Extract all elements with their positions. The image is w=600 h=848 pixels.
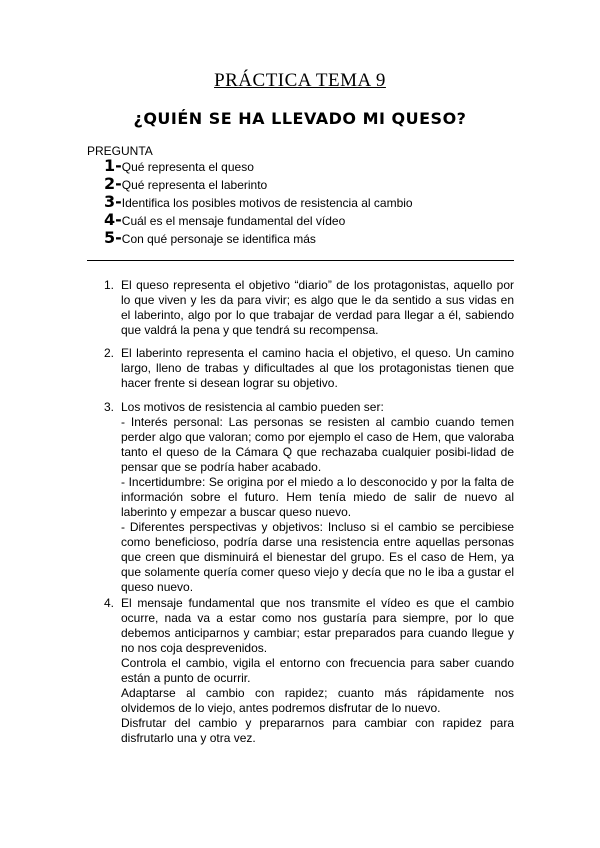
answer-paragraph: - Incertidumbre: Se origina por el miedo a lo desconocido y por la falta de información sobre el futuro. Hem tenía miedo de salir de nuevo al laberinto y empezar a buscar queso nuevo.	[121, 475, 514, 519]
question-item	[104, 211, 413, 229]
document-subtitle: ¿QUIÉN SE HA LLEVADO MI QUESO?	[133, 109, 467, 128]
question-number: 3-	[104, 192, 122, 211]
answer-number: 2.	[104, 346, 115, 360]
questions-list	[104, 157, 413, 247]
question-item	[104, 157, 413, 175]
answer-paragraph: Disfrutar del cambio y prepararnos para cambiar con rapidez para disfrutarlo una y otra vez.	[121, 716, 514, 745]
question-number: 4-	[104, 210, 122, 229]
question-text: Cuál es el mensaje fundamental del vídeo	[121, 214, 346, 228]
questions-heading: PREGUNTA	[87, 144, 153, 158]
answer-body	[121, 346, 514, 391]
question-text: Con qué personaje se identifica más	[121, 232, 316, 246]
answer-body	[121, 278, 514, 338]
question-text: Identifica los posibles motivos de resistencia al cambio	[121, 196, 413, 210]
question-item	[104, 175, 413, 193]
page-title: PRÁCTICA TEMA 9	[214, 70, 386, 91]
answer-body	[121, 596, 514, 746]
answer-paragraph: Los motivos de resistencia al cambio pueden ser:	[121, 400, 384, 414]
question-item	[104, 229, 413, 247]
horizontal-divider	[87, 260, 514, 261]
question-text: Qué representa el laberinto	[121, 178, 268, 192]
answer-paragraph: El queso representa el objetivo “diario” de los protagonistas, aquello por lo que viven y les da para vivir; es algo que le da sentido a sus vidas en el laberinto, algo por lo que trabajar de verdad para llegar a él, sabiendo que valdrá la pena y que tendrá su recompensa.	[121, 278, 514, 337]
answer-paragraph: El laberinto representa el camino hacia el objetivo, el queso. Un camino largo, lleno de trabas y dificultades al que los protagonistas tienen que hacer frente si desean lograr su objetivo.	[121, 346, 514, 390]
answer-number: 1.	[104, 278, 115, 292]
answer-paragraph: - Diferentes perspectivas y objetivos: Incluso si el cambio se percibiese como beneficioso, podría darse una resistencia entre aquellas personas que creen que disminuirá el bienestar del grupo. Es el caso de Hem, ya que solamente quería comer queso viejo y decía que no le iba a gustar el queso nuevo.	[121, 520, 514, 594]
question-number: 2-	[104, 174, 122, 193]
answer-body	[121, 400, 514, 595]
answer-paragraph: Controla el cambio, vigila el entorno con frecuencia para saber cuando están a punto de ocurrir.	[121, 656, 514, 685]
answer-paragraph: Adaptarse al cambio con rapidez; cuanto más rápidamente nos olvidemos de lo viejo, antes podremos disfrutar de lo nuevo.	[121, 686, 514, 715]
question-text: Qué representa el queso	[121, 160, 254, 174]
answer-number: 3.	[104, 400, 115, 414]
answer-number: 4.	[104, 596, 115, 610]
answer-paragraph: El mensaje fundamental que nos transmite el vídeo es que el cambio ocurre, nada va a estar como nos gustaría para siempre, por lo que debemos anticiparnos y cambiar; estar preparados para cuando llegue y no nos coja desprevenidos.	[121, 596, 514, 655]
question-number: 1-	[104, 156, 122, 175]
question-number: 5-	[104, 228, 122, 247]
question-item	[104, 193, 413, 211]
answer-paragraph: - Interés personal: Las personas se resisten al cambio cuando temen perder algo que valoran; como por ejemplo el caso de Hem, que valoraba tanto el queso de la Cámara Q que rechazaba cualquier posibi-lidad de pensar que se podría haber acabado.	[121, 415, 514, 474]
